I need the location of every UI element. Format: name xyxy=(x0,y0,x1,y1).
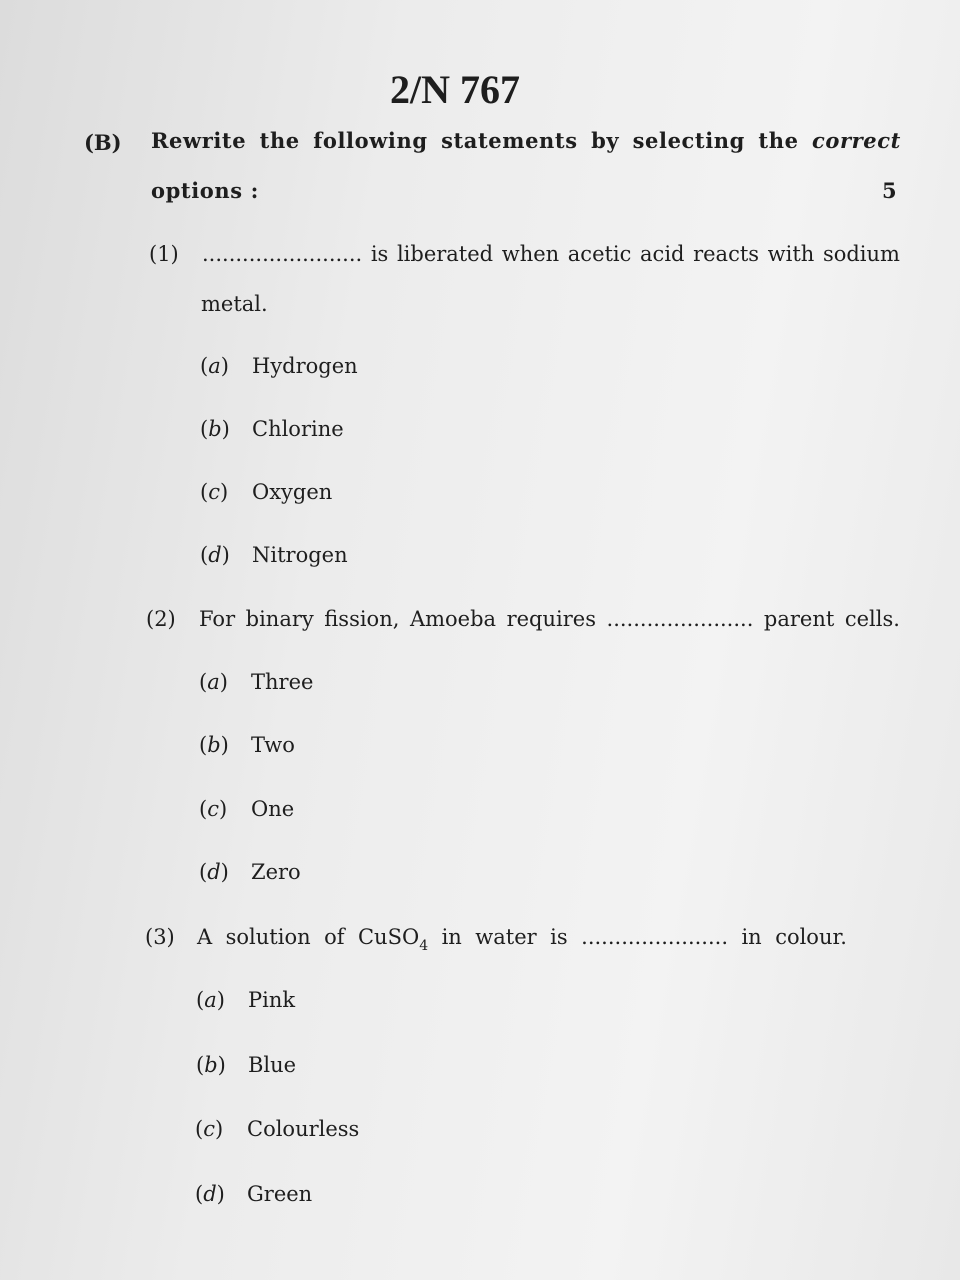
answer-blank: ........................ xyxy=(202,242,363,266)
question-word: of xyxy=(324,925,345,949)
option: (c) Oxygen xyxy=(200,480,333,504)
option: (d) Zero xyxy=(199,860,301,884)
question-word: liberated xyxy=(396,242,494,266)
instruction-word: selecting xyxy=(632,128,745,153)
section-label: (B) xyxy=(84,130,122,155)
question-word: colour. xyxy=(775,925,847,949)
question-word: sodium xyxy=(822,242,900,266)
option: (a) Hydrogen xyxy=(200,354,358,378)
option-text: Three xyxy=(251,670,314,694)
question-word: solution xyxy=(225,925,311,949)
paper-code: 2/N 767 xyxy=(390,67,520,112)
option-text: Nitrogen xyxy=(252,543,348,567)
question-1-text-line2: metal. xyxy=(201,292,268,316)
question-word: cells. xyxy=(844,607,900,631)
question-word: in xyxy=(441,925,462,949)
instruction-word: the xyxy=(259,128,300,153)
option-text: Chlorine xyxy=(252,417,344,441)
instruction-emphasis: correct xyxy=(811,128,901,153)
instruction-word: by xyxy=(591,128,620,153)
option: (d) Green xyxy=(195,1182,313,1206)
question-word: fission, xyxy=(324,607,400,631)
section-instruction-line1 xyxy=(151,128,901,153)
question-word: acetic xyxy=(567,242,632,266)
option-text: Colourless xyxy=(247,1117,360,1141)
question-word: acid xyxy=(640,242,685,266)
instruction-word: the xyxy=(758,128,799,153)
question-1-text xyxy=(202,242,900,266)
answer-blank: ...................... xyxy=(606,607,754,631)
answer-blank: ...................... xyxy=(581,925,728,949)
option: (c) Colourless xyxy=(195,1117,360,1141)
option-text: Pink xyxy=(248,988,296,1012)
option-text: Green xyxy=(247,1182,313,1206)
option-text: Two xyxy=(251,733,295,757)
question-word: is xyxy=(550,925,568,949)
instruction-word: statements xyxy=(441,128,578,153)
instruction-word: Rewrite xyxy=(151,128,247,153)
question-word: reacts xyxy=(693,242,760,266)
question-word: Amoeba xyxy=(409,607,497,631)
option-text: Blue xyxy=(248,1053,297,1077)
option-text: Oxygen xyxy=(252,480,333,504)
question-word: water xyxy=(475,925,537,949)
question-number: (2) xyxy=(146,607,176,631)
section-marks: 5 xyxy=(882,178,897,203)
option-text: Zero xyxy=(251,860,301,884)
option: (b) Two xyxy=(199,733,295,757)
option-text: Hydrogen xyxy=(252,354,358,378)
question-word: requires xyxy=(506,607,596,631)
question-word: is xyxy=(370,242,389,266)
question-word: For xyxy=(199,607,236,631)
question-word: in xyxy=(741,925,762,949)
question-2-text xyxy=(199,607,900,631)
question-word: parent xyxy=(763,607,835,631)
option: (b) Blue xyxy=(196,1053,297,1077)
option-text: One xyxy=(251,797,295,821)
question-word: binary xyxy=(245,607,314,631)
option: (a) Pink xyxy=(196,988,296,1012)
option: (c) One xyxy=(199,797,295,821)
section-instruction-line2: options : xyxy=(151,178,259,203)
question-3-text xyxy=(197,925,847,954)
instruction-word: following xyxy=(313,128,428,153)
option: (b) Chlorine xyxy=(200,417,344,441)
question-word: with xyxy=(767,242,815,266)
question-number: (3) xyxy=(145,925,175,949)
question-word: when xyxy=(501,242,560,266)
chemical-formula: CuSO$_4$ xyxy=(357,925,429,954)
option: (a) Three xyxy=(199,670,314,694)
question-word: A xyxy=(197,925,213,949)
question-number: (1) xyxy=(149,242,179,266)
option: (d) Nitrogen xyxy=(200,543,348,567)
